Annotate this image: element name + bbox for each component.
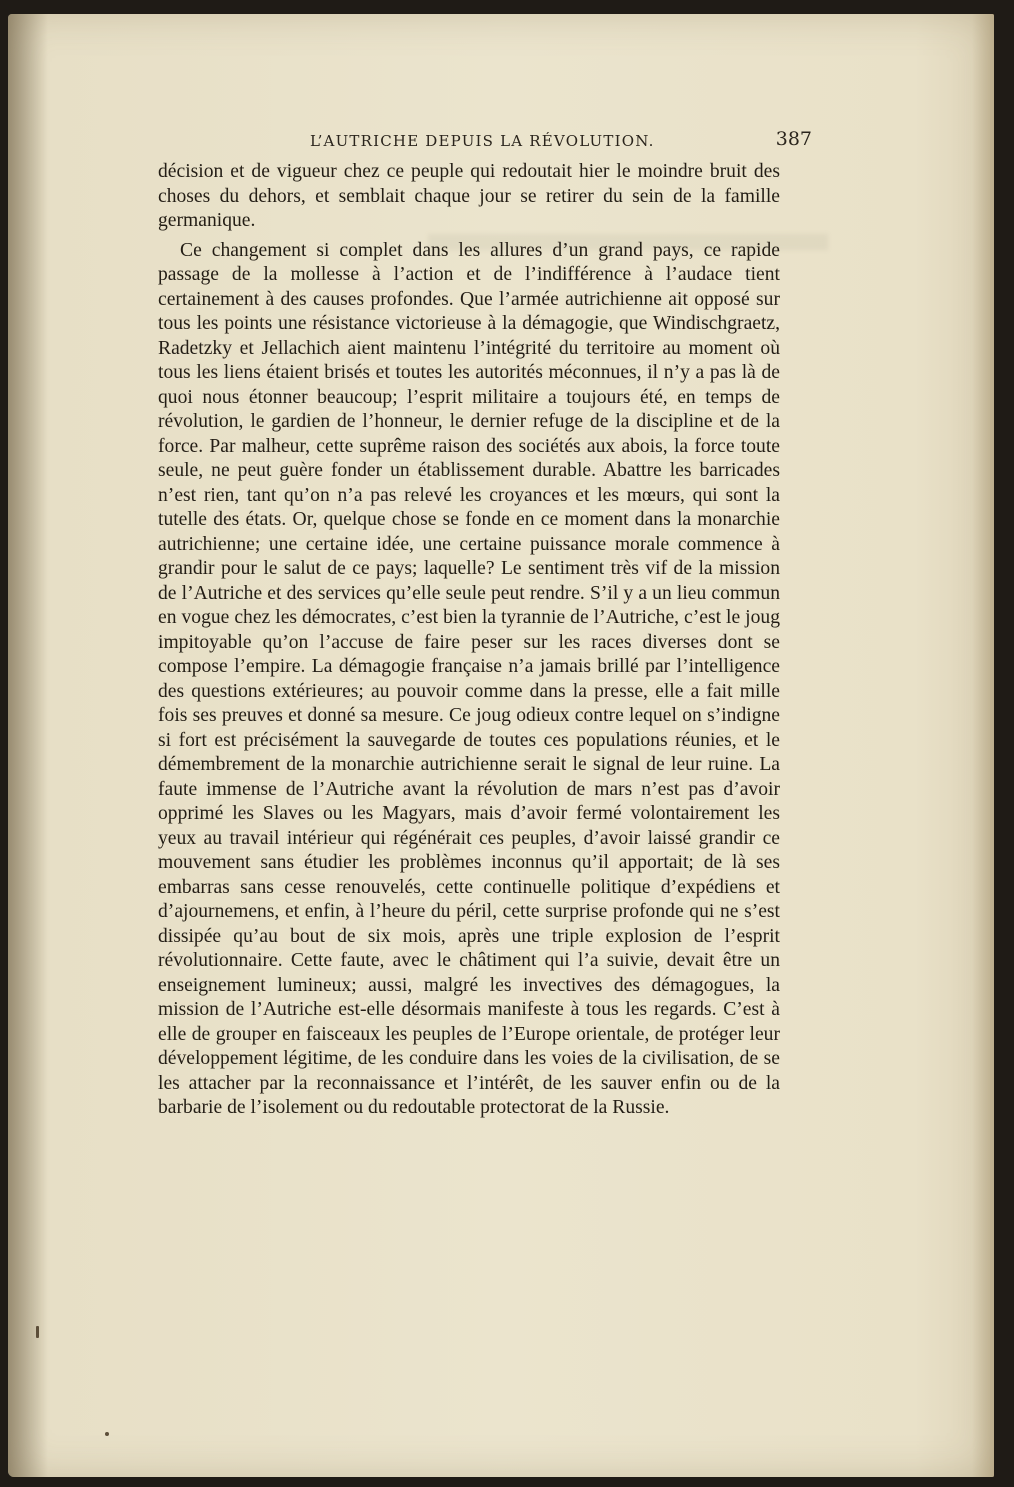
paragraph-continued: décision et de vigueur chez ce peuple qui redoutait hier le moindre bruit des choses du dehors, et semblait chaque jour se retirer du sein de la famille germanique. — [158, 161, 780, 231]
page-edge — [972, 14, 994, 1477]
body-text — [158, 160, 780, 1121]
binding-shadow — [8, 14, 48, 1477]
paragraph: Ce changement si complet dans les allures d’un grand pays, ce rapide passage de la mollesse à l’action et de l’indifférence à l’audace tient certainement à des causes profondes. Que l’armée autrichienne ait opposé sur tous les points une résistance victorieuse à la démagogie, que Windischgraetz, Radetzky et Jellachich aient maintenu l’intégrité du territoire au moment où tous les liens étaient brisés et toutes les autorités méconnues, il n’y a pas là de quoi nous étonner beaucoup; l’esprit militaire a toujours été, en temps de révolution, le gardien de l’honneur, le dernier refuge de la discipline et de la force. Par malheur, cette suprême raison des sociétés aux abois, la force toute seule, ne peut guère fonder un établissement durable. Abattre les barricades n’est rien, tant qu’on n’a pas relevé les croyances et les mœurs, qui sont la tutelle des états. Or, quelque chose se fonde en ce moment dans la monarchie autrichienne; une certaine idée, une certaine puissance morale commence à grandir pour le salut de ce pays; laquelle? Le sentiment très vif de la mission de l’Autriche et des services qu’elle seule peut rendre. S’il y a un lieu commun en vogue chez les démocrates, c’est bien la tyrannie de l’Autriche, c’est le joug impitoyable qu’on l’accuse de faire peser sur les races diverses dont se compose l’empire. La démagogie française n’a jamais brillé par l’intelligence des questions extérieures; au pouvoir comme dans la presse, elle a fait mille fois ses preuves et donné sa mesure. Ce joug odieux contre lequel on s’indigne si fort est précisément la sauvegarde de toutes ces populations réunies, et le démembrement de la monarchie autrichienne serait le signal de leur ruine. La faute immense de l’Autriche avant la révolution de mars n’est pas d’avoir opprimé les Slaves ou les Magyars, mais d’avoir fermé volontairement les yeux au travail intérieur qui régénérait ces peuples, d’avoir laissé grandir ce mouvement sans étudier les problèmes inconnus qu’il apportait; de là ses embarras sans cesse renouvelés, cette continuelle politique d’expédiens et d’ajournemens, et enfin, à l’heure du péril, cette surprise profonde qui ne s’est dissipée qu’au bout de six mois, après une triple explosion de l’esprit révolutionnaire. Cette faute, avec le châtiment qui l’a suivie, devait être un enseignement lumineux; aussi, malgré les invectives des démagogues, la mission de l’Autriche est-elle désormais manifeste à tous les regards. C’est à elle de grouper en faisceaux les peuples de l’Europe orientale, de protéger leur développement légitime, de les conduire dans les voies de la civilisation, de se les attacher par la reconnaissance et l’intérêt, de les sauver enfin ou de la barbarie de l’isolement ou du redoutable protectorat de la Russie. — [158, 239, 780, 1118]
page-number: 387 — [775, 128, 812, 150]
running-title: L’AUTRICHE DEPUIS LA RÉVOLUTION. — [310, 132, 655, 150]
paper-speck — [105, 1432, 109, 1436]
paper-mark — [36, 1326, 39, 1338]
running-header — [160, 128, 812, 158]
